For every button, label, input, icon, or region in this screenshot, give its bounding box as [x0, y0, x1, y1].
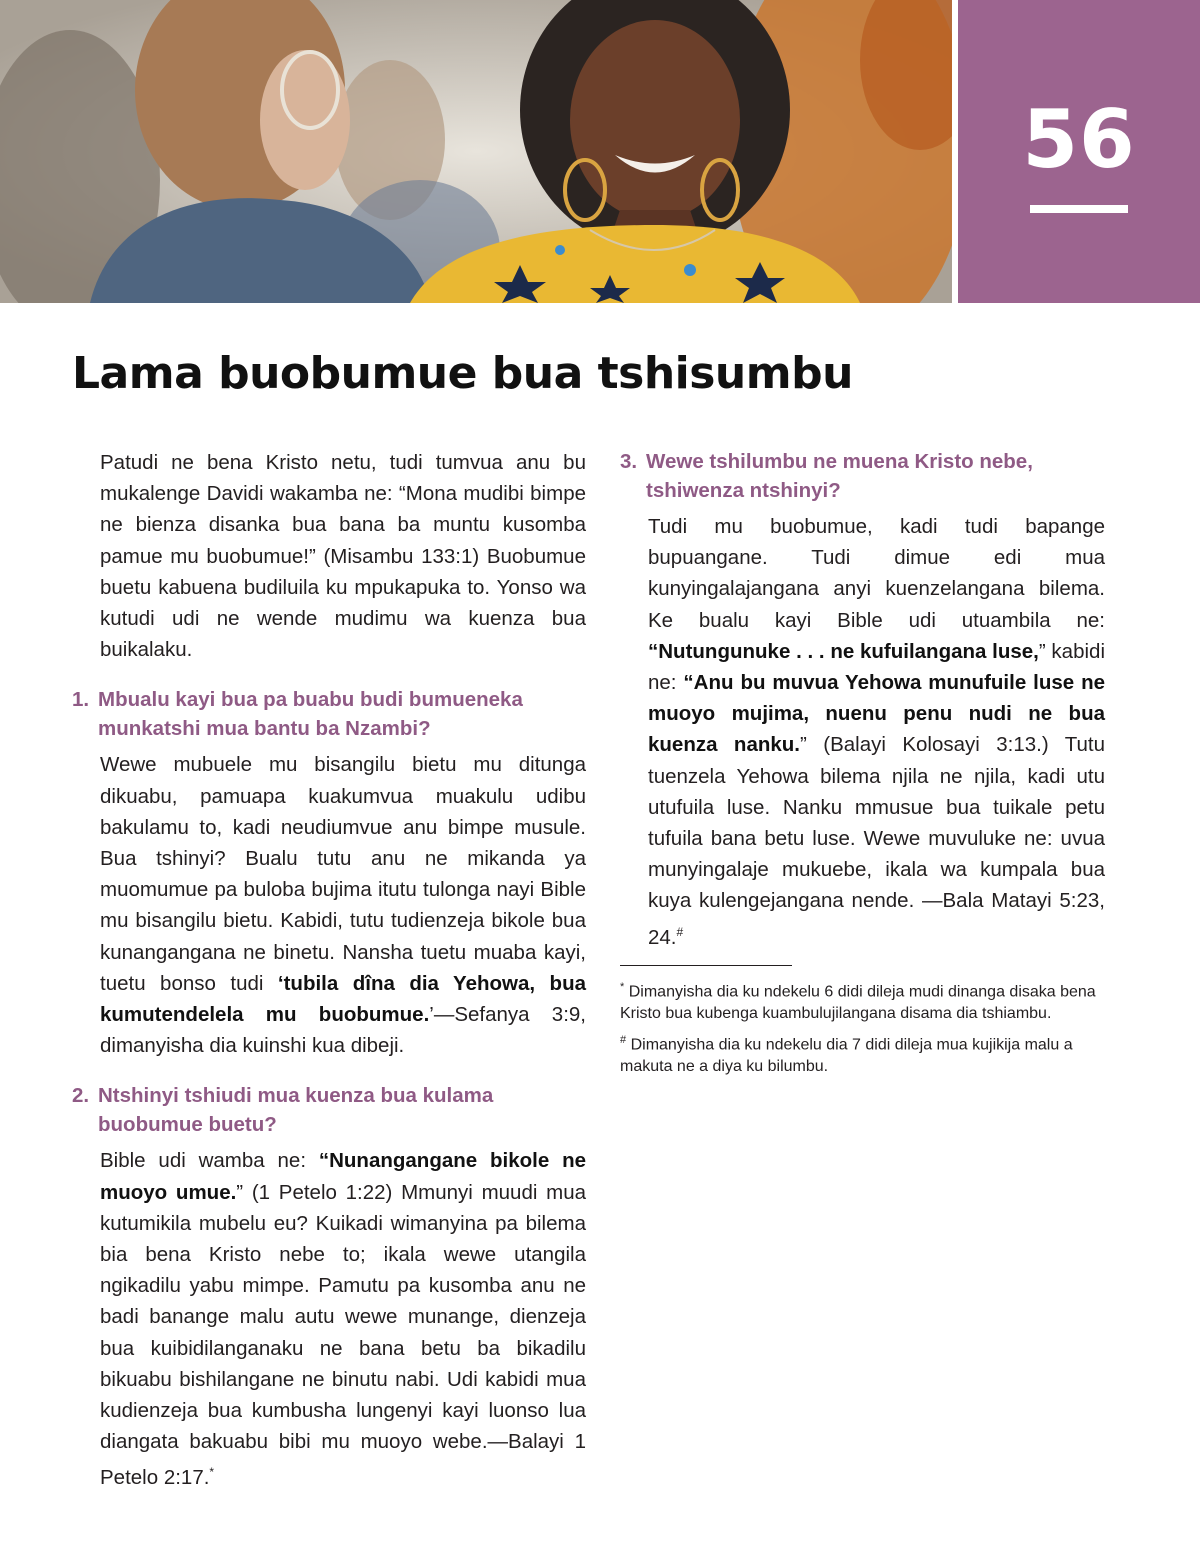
- question-text: Ntshinyi tshiudi mua kuenza bua kulama buobumue buetu?: [98, 1084, 494, 1137]
- footnote-symbol: *: [620, 980, 625, 993]
- right-column: [620, 447, 1105, 1082]
- question-3: [620, 447, 1105, 505]
- intro-paragraph: Patudi ne bena Kristo netu, tudi tumvua anu bu mukalenge Davidi wakamba ne: “Mona mudibi bimpe ne bienza disanka bua bana ba muntu kusomba pamue mu buobumue!” (Misambu 133:1) Buobumue buetu kabuena budiluila ku mpukapuka to. Yonso wa kutudi udi ne wende mudimu wa kuenza bua buikalaku.: [100, 451, 586, 662]
- bold-scripture-quote: “Nutungunuke . . . ne kufuilangana luse,: [648, 639, 1039, 663]
- question-number: 2.: [72, 1084, 90, 1108]
- hero-photo: [0, 0, 952, 303]
- lesson-number: 56: [1022, 93, 1136, 186]
- page-title: Lama buobumue bua tshisumbu: [72, 348, 853, 399]
- footnote-marker[interactable]: #: [676, 924, 684, 939]
- answer-2: [72, 1145, 586, 1493]
- bold-scripture-quote: “Nunangangane bikole ne muoyo umue.: [100, 1149, 586, 1204]
- answer-3: [620, 511, 1105, 953]
- lesson-badge: [958, 0, 1200, 303]
- answer-text: ” (Balayi Kolosayi 3:13.) Tutu tuenzela Yehowa bilema njila ne njila, kadi utu utufuila luse. Nanku mmusue bua tuikale petu tufuila bana betu luse. Wewe muvuluke ne: uvua munyingalaje mukuebe, ikala wa kumpala bua kuya kulengejangana nende. —Bala Matayi 5:23, 24.: [648, 733, 1105, 949]
- answer-text: Bible udi wamba ne:: [100, 1149, 319, 1173]
- photo-illustration: [0, 0, 952, 303]
- footnote-text: Dimanyisha dia ku ndekelu dia 7 didi dileja mua kujikija malu a makuta ne a diya ku bilumbu.: [620, 1036, 1073, 1076]
- footnote-text: Dimanyisha dia ku ndekelu 6 didi dileja mudi dinanga disaka bena Kristo bua kubenga kuambulujilangana disama dia tshiambu.: [620, 983, 1096, 1022]
- lesson-number-underline: [1030, 205, 1128, 213]
- answer-1: [72, 749, 586, 1061]
- footnote-marker[interactable]: *: [209, 1465, 215, 1480]
- question-number: 3.: [620, 450, 638, 473]
- question-1: [72, 685, 586, 743]
- footnote-1: [620, 976, 1105, 1025]
- footnote-symbol: #: [620, 1034, 627, 1046]
- answer-text: ’—Sefanya 3:9, dimanyisha dia kuinshi kua dibeji.: [100, 1003, 586, 1058]
- bold-scripture-quote: “Anu bu muvua Yehowa munufuile luse ne muoyo mujima, nuenu penu nudi ne bua kuenza nanku.: [648, 671, 1105, 757]
- question-text: Mbualu kayi bua pa buabu budi bumueneka munkatshi mua bantu ba Nzambi?: [98, 688, 523, 741]
- question-2: [72, 1081, 586, 1139]
- question-text: Wewe tshilumbu ne muena Kristo nebe, tshiwenza ntshinyi?: [646, 450, 1033, 502]
- answer-text: Wewe mubuele mu bisangilu bietu mu ditunga dikuabu, pamuapa kuakumvua muakulu udibu bakulamu to, kadi neudiumvue anu bimpe musule. Bua tshinyi? Bualu tutu anu ne mikanda ya muomumue pa buloba bujima itutu tulonga nayi Bible mu bisangilu bietu. Kabidi, tutu tudienzeja bikole bua kunangangana ne binetu. Nansha tuetu muaba kayi, tuetu bonso tudi: [100, 753, 586, 995]
- answer-text: ” kabidi ne:: [648, 639, 1105, 695]
- bold-scripture-quote: ‘tubila dîna dia Yehowa, bua kumutendelela mu buobumue.: [100, 971, 586, 1027]
- footnote-2: [620, 1029, 1105, 1078]
- footnote-divider: [620, 965, 792, 966]
- left-column: [72, 447, 586, 1494]
- answer-text: ” (1 Petelo 1:22) Mmunyi muudi mua kutumikila mubelu eu? Kuikadi wimanyina pa bilema bia bena Kristo nebe to; ikala wewe utangila ngikadilu yabu mimpe. Pamutu pa kusomba anu ne badi banange malu autu wewe munange, dienzeja bua kuibidilanganaku ne bana betu ba bikadilu bikuabu bishilangane ne binutu nabi. Udi kabidi mua kudienzeja bua kumbusha lungenyi kayi luonso lua diangata bakuabu bibi mu muoyo webe.—Balayi 1 Petelo 2:17.: [100, 1180, 586, 1490]
- answer-text: Tudi mu buobumue, kadi tudi bapange bupuangane. Tudi dimue edi mua kunyingalajangana anyi kuenzelangana bilema. Ke bualu kayi Bible udi utuambila ne:: [648, 515, 1105, 632]
- question-number: 1.: [72, 688, 90, 712]
